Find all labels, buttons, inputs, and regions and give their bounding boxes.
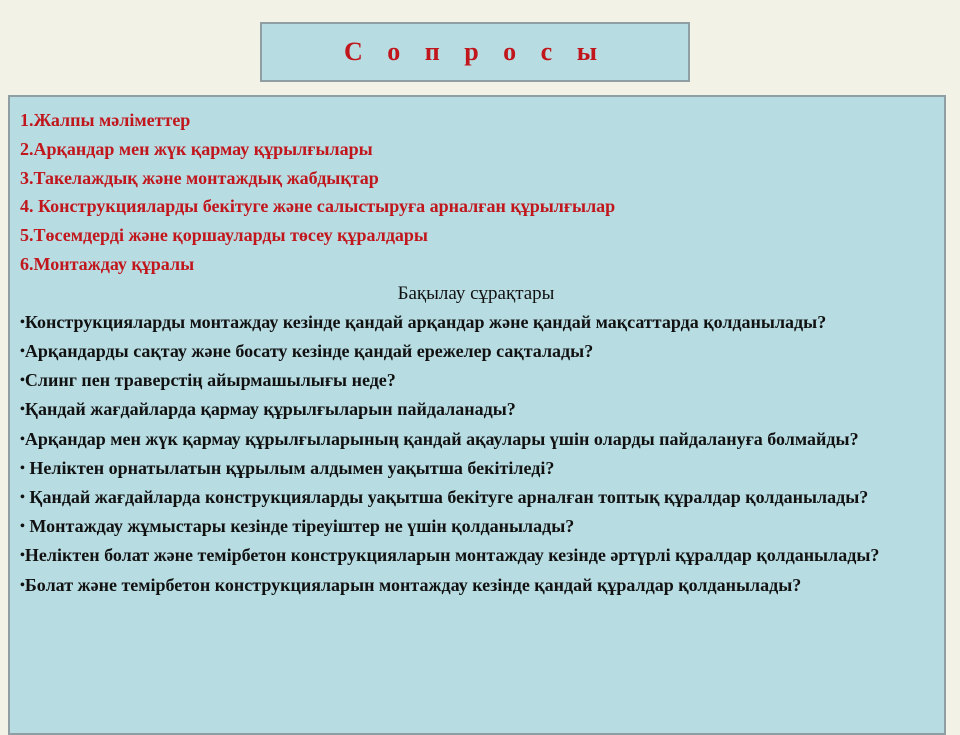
title-box: [260, 22, 690, 82]
bullet-icon: •: [20, 490, 25, 505]
question-item: [20, 337, 932, 366]
question-text: Қандай жағдайларда конструкцияларды уақытша бекітуге арналған топтық құралдар қолданылады?: [24, 487, 869, 507]
question-text: Неліктен болат және темірбетон конструкцияларын монтаждау кезінде әртүрлі құралдар қолданылады?: [24, 545, 880, 566]
question-text: Болат және темірбетон конструкцияларын монтаждау кезінде қандай құралдар қолданылады?: [24, 574, 802, 595]
question-text: Қандай жағдайларда қармау құрылғыларын пайдаланады?: [24, 399, 516, 420]
bullet-icon: •: [20, 460, 25, 476]
question-item: [20, 571, 932, 600]
questions-heading: Бақылау сұрақтары: [397, 282, 555, 304]
question-item: [20, 395, 932, 424]
topic-item: 1.Жалпы мәліметтер: [20, 110, 191, 130]
question-text: Конструкцияларды монтаждау кезінде қандай арқандар және қандай мақсаттарда қолданылады?: [24, 311, 827, 332]
slide-title: С о п р о с ы: [343, 37, 607, 66]
question-item: [20, 454, 932, 483]
question-text: Неліктен орнатылатын құрылым алдымен уақытша бекітіледі?: [24, 457, 555, 478]
question-item: [20, 541, 932, 570]
bullet-icon: •: [20, 431, 25, 447]
bullet-icon: •: [20, 402, 25, 418]
bullet-icon: •: [20, 314, 25, 330]
bullet-icon: •: [20, 373, 25, 389]
question-text: Арқандар мен жүк қармау құрылғыларының қандай ақаулары үшін оларды пайдалануға болмайды?: [24, 428, 859, 449]
topic-item: 5.Төсемдерді және қоршауларды төсеу құралдары: [20, 225, 428, 246]
question-item: [20, 308, 932, 337]
topic-item: 2.Арқандар мен жүк қармау құрылғылары: [20, 138, 373, 159]
bullet-icon: •: [20, 548, 25, 564]
content-box: [8, 95, 946, 735]
question-item: [20, 483, 932, 512]
question-item: [20, 425, 932, 454]
question-text: Монтаждау жұмыстары кезінде тіреуіштер не үшін қолданылады?: [24, 516, 575, 537]
question-item: [20, 366, 932, 395]
bullet-icon: •: [20, 343, 25, 359]
question-item: [20, 512, 932, 541]
topic-item: 6.Монтаждау құралы: [20, 253, 195, 274]
question-text: Арқандарды сақтау және босату кезінде қандай ережелер сақталады?: [24, 340, 594, 361]
bullet-icon: •: [20, 519, 25, 535]
bullet-icon: •: [20, 577, 25, 593]
topic-item: 4. Конструкцияларды бекітуге және салыстыруға арналған құрылғылар: [20, 196, 616, 217]
question-text: Слинг пен траверстің айырмашылығы неде?: [24, 370, 396, 391]
topics-list: [20, 106, 932, 279]
topic-item: 3.Такелаждық және монтаждық жабдықтар: [20, 167, 379, 188]
questions-list: [20, 308, 932, 600]
